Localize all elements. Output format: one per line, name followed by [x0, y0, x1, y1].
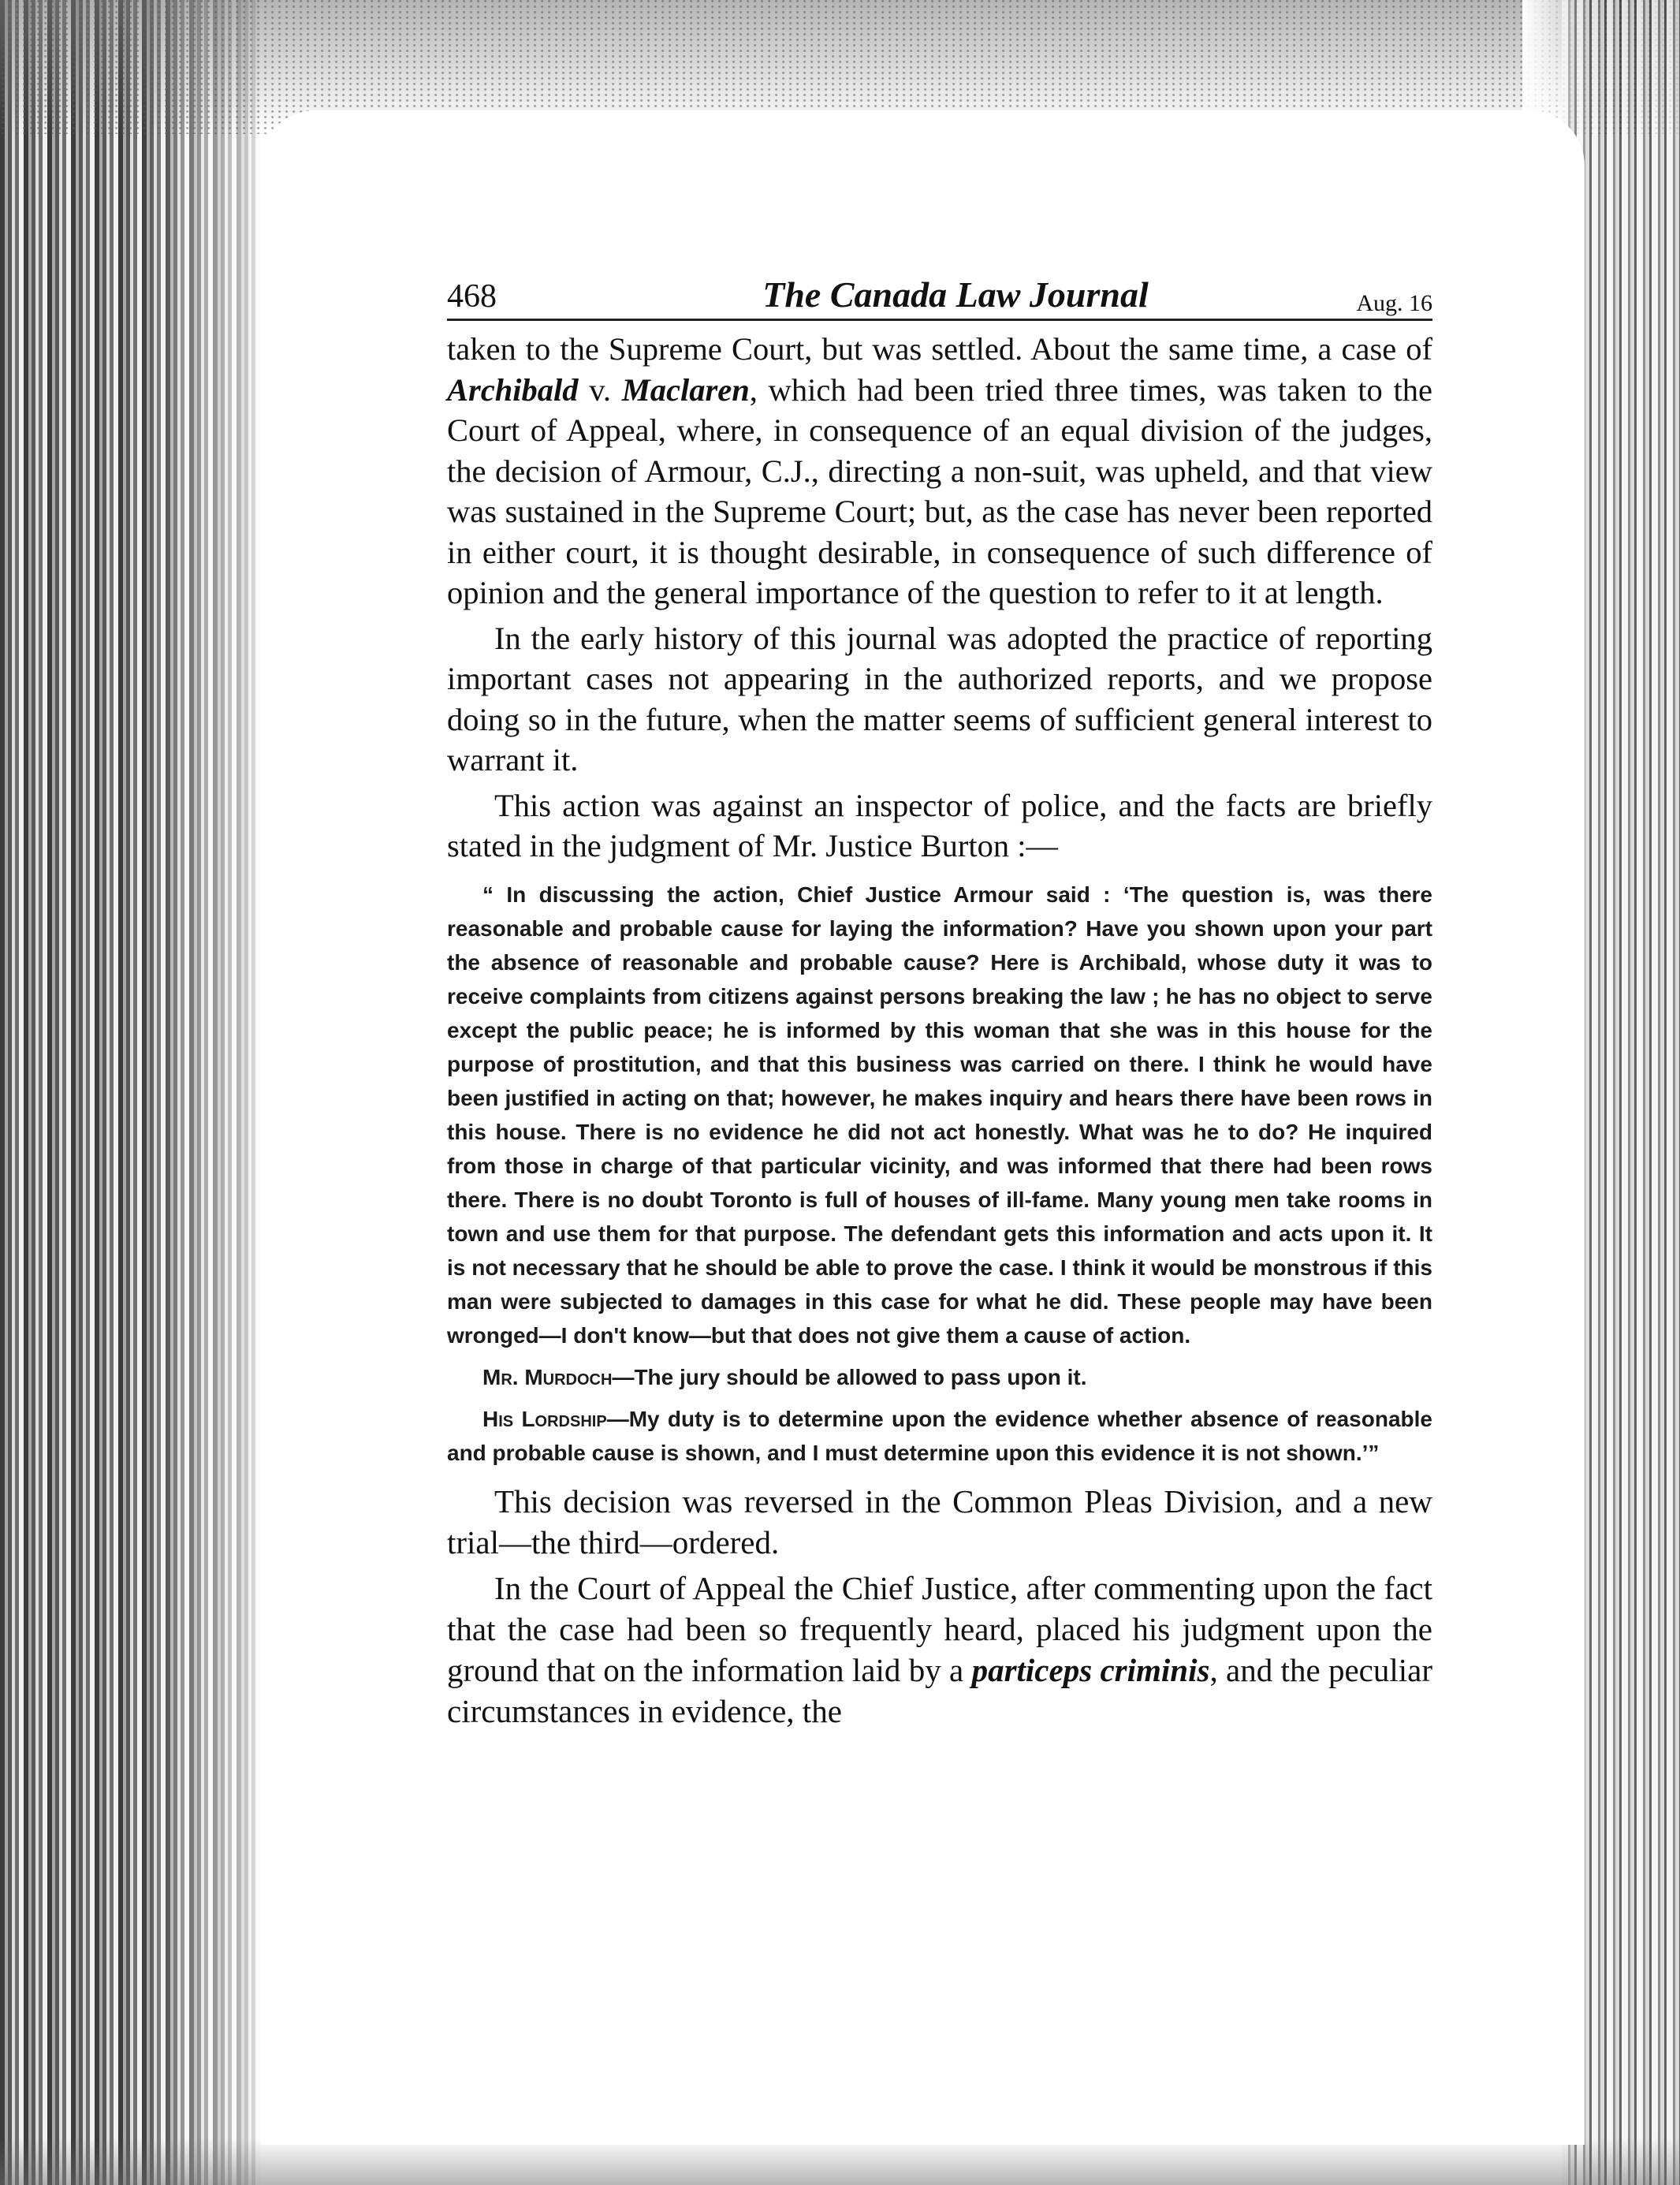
running-head — [447, 268, 1432, 321]
journal-title: The Canada Law Journal — [762, 274, 1149, 315]
paragraph-4: This decision was reversed in the Common Pleas Division, and a new trial—the third—ordered. — [447, 1482, 1432, 1560]
speaker-murdoch: Mr. Murdoch — [482, 1364, 613, 1389]
page-content — [447, 268, 1432, 1732]
speaker-lordship: His Lordship — [482, 1406, 607, 1431]
quote-lordship: His Lordship—My duty is to determine upon the evidence whether absence of reasonable and probable cause is shown, and I must determine upon this evidence it is not shown.’” — [447, 1406, 1432, 1465]
paragraph-5: In the Court of Appeal the Chief Justice, after commenting upon the fact that the case had been so frequently heard, placed his judgment upon the ground that on the information laid by a particeps criminis, and the peculiar circumstances in evidence, the — [447, 1569, 1432, 1729]
paragraph-1: taken to the Supreme Court, but was settled. About the same time, a case of Archibald v. Maclaren, which had been tried three times, was taken to the Court of Appeal, where, in consequence of an equal division of the judges, the decision of Armour, C.J., directing a non-suit, was upheld, and that view was sustained in the Supreme Court; but, as the case has never been reported in either court, it is thought desirable, in consequence of such difference of opinion and the general importance of the question to refer to it at length. — [447, 331, 1432, 610]
case-name-maclaren: Maclaren — [621, 371, 750, 408]
quote-murdoch: Mr. Murdoch—The jury should be allowed to pass upon it. — [482, 1364, 1087, 1389]
issue-date: Aug. 16 — [1356, 290, 1432, 316]
page-number: 468 — [447, 278, 497, 315]
latin-phrase: particeps criminis — [971, 1651, 1210, 1688]
quoted-judgment: “ In discussing the action, Chief Justice Armour said : ‘The question is, was there reasonable and probable cause for laying the information? Have you shown upon your part the absence of reasonable and probable cause? Here is Archibald, whose duty it was to receive complaints from citizens against persons breaking the law ; he has no object to serve except the public peace; he is informed by this woman that she was in this house for the purpose of prostitution, and that this business was carried on there. I think he would have been justified in acting on that; however, he makes inquiry and hears there have been rows in this house. There is no evidence he did not act honestly. What was he to do? He inquired from those in charge of that particular vicinity, and was informed that there had been rows there. There is no doubt Toronto is full of houses of ill-fame. Many young men take rooms in town and use them for that purpose. The defendant gets this information and acts upon it. It is not necessary that he should be able to prove the case. I think it would be monstrous if this man were subjected to damages in this case for what he did. These people may have been wronged—I don't know—but that does not give them a cause of action. — [447, 882, 1432, 1348]
paragraph-3: This action was against an inspector of police, and the facts are briefly stated in the judgment of Mr. Justice Burton :— — [447, 787, 1432, 863]
scan-edge-bottom — [0, 2138, 1680, 2185]
case-name-archibald: Archibald — [447, 371, 579, 408]
paragraph-2: In the early history of this journal was adopted the practice of reporting important cases not appearing in the authorized reports, and we propose doing so in the future, when the matter seems of sufficient general interest to warrant it. — [447, 620, 1432, 777]
